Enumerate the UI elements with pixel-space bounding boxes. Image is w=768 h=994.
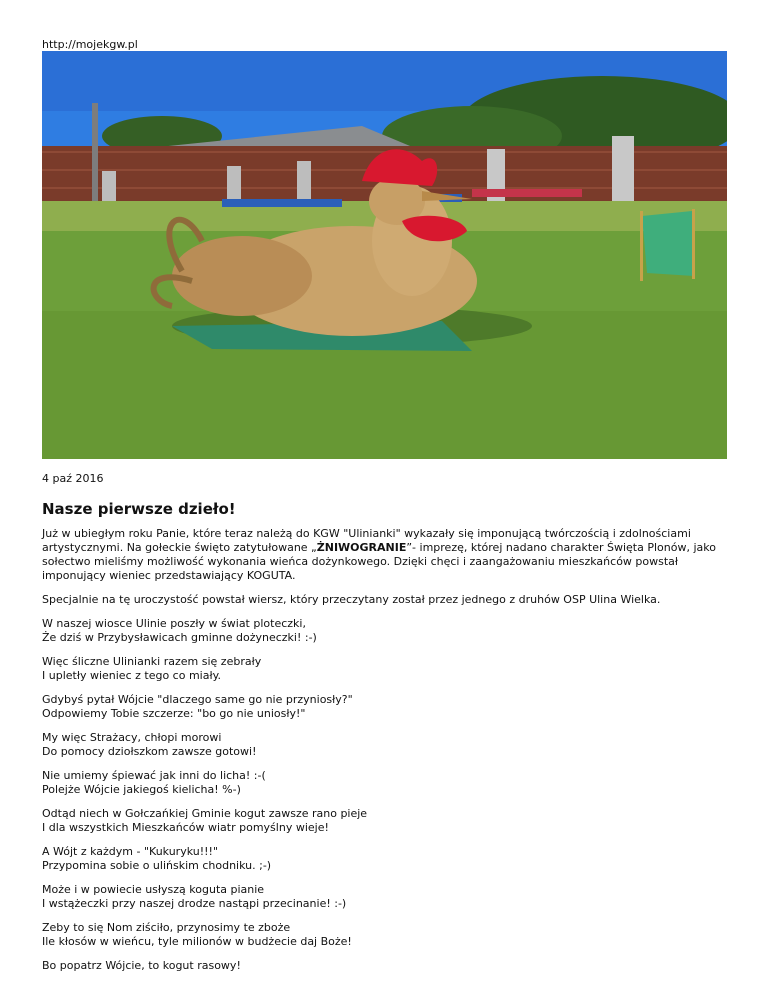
verse-intro-paragraph: Specjalnie na tę uroczystość powstał wiersz, który przeczytany został przez jednego z druhów OSP Ulina Wielka. — [42, 593, 661, 606]
poem-line: Że dziś w Przybysławicach gminne dożyneczki! :-) — [42, 631, 317, 644]
poem-line: I wstążeczki przy naszej drodze nastąpi przecinanie! :-) — [42, 897, 347, 910]
poem-line: Odpowiemy Tobie szczerze: "bo go nie uniosły!" — [42, 707, 306, 720]
poem-line: W naszej wiosce Ulinie poszły w świat ploteczki, — [42, 617, 306, 630]
poem-stanza — [42, 883, 732, 911]
poem-line: I upletły wieniec z tego co miały. — [42, 669, 222, 682]
poem-stanza — [42, 731, 732, 759]
poem-line: My więc Strażacy, chłopi morowi — [42, 731, 222, 744]
poem-line: Bo popatrz Wójcie, to kogut rasowy! — [42, 959, 241, 972]
poem-stanza — [42, 769, 732, 797]
intro-bold-event: ŻNIWOGRANIE — [316, 541, 407, 554]
poem-line: Polejże Wójcie jakiegoś kielicha! %-) — [42, 783, 241, 796]
poem-stanza — [42, 807, 732, 835]
poem-line: Może i w powiecie usłyszą koguta pianie — [42, 883, 265, 896]
poem-line: Gdybyś pytał Wójcie "dlaczego same go nie przyniosły?" — [42, 693, 353, 706]
poem-stanza — [42, 959, 732, 973]
poem-line: Ile kłosów w wieńcu, tyle milionów w budżecie daj Boże! — [42, 935, 352, 948]
poem-line: Zeby to się Nom ziściło, przynosimy te zboże — [42, 921, 291, 934]
poem-stanza — [42, 655, 732, 683]
poem-line: Odtąd niech w Gołczańkiej Gminie kogut zawsze rano pieje — [42, 807, 368, 820]
poem-line: Nie umiemy śpiewać jak inni do licha! :-( — [42, 769, 266, 782]
poem-line: I dla wszystkich Mieszkańców wiatr pomyślny wieje! — [42, 821, 329, 834]
intro-text-end: ”- imprezę, której nadano charakter Święta Plonów, jako sołectwo mieliśmy możliwość wykonania wieńca dożynkowego. Dzięki chęci i zaangażowaniu mieszkańców powstał imponujący wieniec przedstawiający KOGUTA. — [42, 541, 716, 582]
rooster-wreath-photo — [42, 51, 727, 459]
poem — [42, 617, 732, 973]
poem-stanza — [42, 845, 732, 873]
poem-line: Do pomocy dziołszkom zawsze gotowi! — [42, 745, 257, 758]
poem-stanza — [42, 693, 732, 721]
page-url: http://mojekgw.pl — [42, 38, 138, 51]
poem-line: Więc śliczne Ulinianki razem się zebrały — [42, 655, 262, 668]
poem-stanza — [42, 921, 732, 949]
poem-line: Przypomina sobie o ulińskim chodniku. ;-) — [42, 859, 272, 872]
post-title: Nasze pierwsze dzieło! — [42, 500, 236, 518]
intro-paragraph — [42, 527, 732, 583]
post-date: 4 paź 2016 — [42, 472, 104, 485]
poem-line: A Wójt z każdym - "Kukuryku!!!" — [42, 845, 219, 858]
intro-text-start: Już w ubiegłym roku Panie, które teraz należą do KGW "Ulinianki" wykazały się imponującą twórczością i zdolnościami artystycznymi. Na gołeckie święto zatytułowane „ — [42, 527, 691, 554]
post-content — [42, 527, 732, 983]
poem-stanza — [42, 617, 732, 645]
